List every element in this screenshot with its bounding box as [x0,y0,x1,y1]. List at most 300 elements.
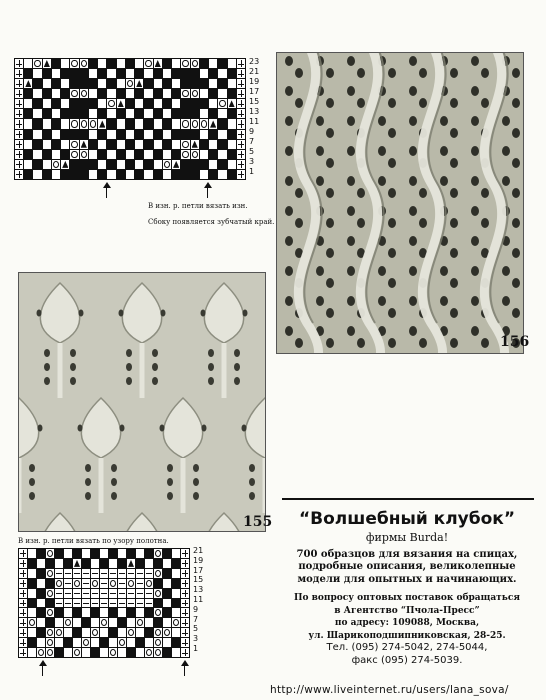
chart-cell [28,618,36,627]
chart-cell [109,549,117,558]
chart-cell [228,160,236,169]
chart-cell [100,589,108,598]
chart-cell [33,119,41,128]
chart-cell [172,99,180,108]
chart-cell [55,569,63,578]
chart-cell [64,628,72,637]
chart-cell [181,150,189,159]
chart-cell [172,170,180,179]
chart-cell [126,140,134,149]
chart-cell [100,648,108,657]
chart-cell [43,59,51,68]
chart-cell [228,150,236,159]
chart-cell [118,628,126,637]
chart-cell [107,140,115,149]
chart-cell [136,608,144,617]
row-number: 3 [193,634,199,644]
chart-cell [136,559,144,568]
chart-cell [144,79,152,88]
row-number: 11 [193,595,204,604]
chart-cell [33,59,41,68]
chart-cell [52,69,60,78]
chart-cell [145,589,153,598]
chart-cell [118,608,126,617]
chart-cell [118,599,126,608]
chart-cell [172,638,180,647]
chart-cell [46,628,54,637]
chart-cell [15,160,23,169]
row-number: 13 [249,107,260,116]
chart-cell [15,130,23,139]
chart-cell [89,99,97,108]
chart-cell [172,160,180,169]
chart-cell [80,89,88,98]
chart-cell [100,618,108,627]
chart-cell [135,79,143,88]
ad-description-line: 700 образцов для вязания на спицах, [296,548,518,560]
chart-cell [107,130,115,139]
chart-cell [154,608,162,617]
chart-cell [127,569,135,578]
chart-cell [136,579,144,588]
chart-cell [218,89,226,98]
chart-cell [191,160,199,169]
chart-cell [46,569,54,578]
chart-cell [154,150,162,159]
chart-cell [163,130,171,139]
chart-cell [136,549,144,558]
chart-cell [163,59,171,68]
chart-cell [89,130,97,139]
row-number: 15 [193,575,204,585]
chart-cell [191,140,199,149]
chart-cell [181,69,189,78]
chart-cell [218,99,226,108]
chart-cell [135,119,143,128]
chart-cell [98,119,106,128]
chart-cell [117,140,125,149]
chart-cell [172,130,180,139]
chart-cell [118,549,126,558]
chart-cell [209,99,217,108]
chart-cell [209,89,217,98]
chart-cell [64,569,72,578]
chart-cell [91,569,99,578]
chart-cell [117,79,125,88]
wavy-lace-pattern-image [277,53,523,353]
chart-cell [107,160,115,169]
chart-cell [37,559,45,568]
chart-cell [46,608,54,617]
chart-cell [107,119,115,128]
chart-cell [181,140,189,149]
chart-cell [136,638,144,647]
chart-cell [154,170,162,179]
chart-cell [64,579,72,588]
chart-cell [163,109,171,118]
chart-cell [144,109,152,118]
chart-cell [163,99,171,108]
chart-cell [228,109,236,118]
chart-cell [163,549,171,558]
chart-cell [61,59,69,68]
chart-cell [91,589,99,598]
chart-cell [28,579,36,588]
chart-cell [117,99,125,108]
chart-cell [117,150,125,159]
row-number: 11 [249,117,260,126]
chart-cell [80,150,88,159]
chart-cell [127,628,135,637]
chart-cell [80,99,88,108]
chart-cell [209,140,217,149]
chart-cell [228,99,236,108]
chart-cell [145,569,153,578]
chart-cell [127,608,135,617]
chart-cell [135,109,143,118]
chart-cell [43,99,51,108]
chart-cell [200,89,208,98]
chart-cell [172,79,180,88]
chart-cell [28,569,36,578]
chart-cell [89,140,97,149]
chart-cell [145,599,153,608]
chart-cell [15,170,23,179]
chart-cell [117,89,125,98]
chart-cell [15,89,23,98]
chart-cell [218,109,226,118]
chart-cell [172,569,180,578]
chart-155-row-numbers [193,546,207,658]
chart-cell [107,99,115,108]
chart-cell [98,160,106,169]
chart-cell [61,160,69,169]
chart-cell [172,150,180,159]
knit-sample-photo-155 [18,272,266,532]
chart-cell [200,140,208,149]
chart-cell [126,109,134,118]
book-advertisement [282,500,532,667]
chart-cell [15,140,23,149]
chart-cell [163,569,171,578]
chart-cell [135,170,143,179]
chart-cell [109,599,117,608]
chart-cell [37,589,45,598]
chart-cell [237,89,245,98]
chart-cell [118,579,126,588]
chart-cell [228,140,236,149]
chart-cell [145,648,153,657]
chart-cell [200,109,208,118]
chart-cell [80,69,88,78]
chart-cell [237,130,245,139]
chart-cell [43,119,51,128]
watermark-url: http://www.liveinternet.ru/users/lana_sova/ [270,684,509,696]
chart-cell [28,589,36,598]
chart-cell [135,150,143,159]
chart-cell [144,150,152,159]
chart-cell [117,160,125,169]
chart-cell [73,638,81,647]
ad-contact-line: ул. Шарикоподшипниковская, 28-25. [308,630,506,641]
chart-cell [154,109,162,118]
caption-line: В изн. р. петли вязать изн. [148,202,248,210]
chart-cell [118,569,126,578]
chart-cell [209,170,217,179]
chart-cell [218,150,226,159]
chart-cell [33,140,41,149]
chart-cell [163,638,171,647]
arrow-up-icon [180,660,190,676]
chart-cell [118,638,126,647]
chart-cell [218,69,226,78]
chart-cell [82,648,90,657]
chart-cell [126,130,134,139]
chart-cell [200,160,208,169]
caption-line: Сбоку появляется зубчатый край. [148,218,275,226]
chart-cell [154,628,162,637]
chart-cell [61,89,69,98]
chart-cell [163,160,171,169]
chart-cell [73,579,81,588]
chart-cell [109,618,117,627]
chart-cell [127,559,135,568]
chart-cell [37,579,45,588]
knitting-chart-155 [18,548,190,658]
chart-cell [135,59,143,68]
chart-cell [37,648,45,657]
chart-cell [52,79,60,88]
chart-cell [135,69,143,78]
chart-cell [61,99,69,108]
chart-cell [64,599,72,608]
chart-cell [172,599,180,608]
chart-cell [118,559,126,568]
chart-cell [43,69,51,78]
chart-cell [98,59,106,68]
chart-cell [98,109,106,118]
chart-cell [80,109,88,118]
row-number: 5 [193,624,199,634]
chart-cell [55,618,63,627]
chart-cell [80,130,88,139]
chart-cell [19,569,27,578]
chart-cell [33,130,41,139]
chart-cell [46,638,54,647]
chart-cell [15,119,23,128]
chart-cell [80,59,88,68]
chart-cell [135,130,143,139]
chart-cell [218,160,226,169]
chart-cell [28,599,36,608]
chart-cell [191,59,199,68]
chart-cell [73,618,81,627]
chart-cell [52,109,60,118]
chart-cell [200,79,208,88]
chart-cell [15,79,23,88]
chart-cell [237,160,245,169]
ad-contact-line: по адресу: 109088, Москва, [334,618,480,628]
chart-cell [64,648,72,657]
chart-cell [237,59,245,68]
chart-cell [98,150,106,159]
chart-cell [209,130,217,139]
chart-cell [228,89,236,98]
chart-cell [145,579,153,588]
chart-cell [126,119,134,128]
chart-cell [100,608,108,617]
row-number: 7 [249,137,255,146]
chart-cell [127,579,135,588]
chart-cell [181,99,189,108]
chart-cell [33,89,41,98]
chart-cell [154,79,162,88]
chart-cell [218,130,226,139]
chart-cell [127,648,135,657]
chart-cell [109,638,117,647]
chart-cell [64,608,72,617]
knitting-chart-156 [14,58,246,180]
chart-cell [43,130,51,139]
chart-cell [237,119,245,128]
chart-cell [70,140,78,149]
ad-description-line: модели для опытных и начинающих. [297,573,517,585]
chart-cell [15,69,23,78]
chart-cell [100,638,108,647]
chart-cell [19,579,27,588]
chart-cell [237,140,245,149]
ad-fax: факс (095) 274-5039. [351,654,463,666]
chart-cell [181,638,189,647]
chart-cell [61,170,69,179]
chart-cell [15,109,23,118]
chart-cell [181,119,189,128]
chart-cell [55,599,63,608]
chart-cell [33,109,41,118]
chart-cell [70,170,78,179]
chart-cell [172,59,180,68]
chart-cell [46,648,54,657]
row-number: 7 [193,614,199,624]
chart-cell [37,569,45,578]
chart-cell [64,638,72,647]
chart-cell [117,59,125,68]
chart-cell [145,638,153,647]
chart-cell [52,59,60,68]
chart-cell [117,119,125,128]
chart-cell [135,99,143,108]
chart-cell [89,160,97,169]
chart-cell [107,89,115,98]
chart-cell [43,160,51,169]
chart-cell [191,170,199,179]
chart-cell [55,648,63,657]
chart-cell [24,140,32,149]
chart-cell [109,579,117,588]
chart-cell [145,559,153,568]
chart-cell [191,79,199,88]
chart-cell [61,140,69,149]
chart-cell [126,170,134,179]
chart-cell [181,599,189,608]
chart-cell [70,150,78,159]
chart-cell [163,599,171,608]
chart-cell [228,59,236,68]
chart-cell [107,170,115,179]
chart-cell [154,140,162,149]
chart-cell [107,69,115,78]
chart-cell [135,160,143,169]
row-number: 15 [249,97,260,106]
chart-cell [46,579,54,588]
chart-cell [172,559,180,568]
chart-cell [55,608,63,617]
chart-cell [127,638,135,647]
chart-cell [145,628,153,637]
chart-cell [237,150,245,159]
chart-cell [19,628,27,637]
row-number: 3 [249,157,255,166]
chart-cell [24,79,32,88]
chart-cell [89,89,97,98]
chart-cell [126,89,134,98]
chart-cell [43,109,51,118]
chart-cell [181,618,189,627]
chart-cell [37,599,45,608]
chart-cell [191,89,199,98]
chart-cell [237,109,245,118]
chart-cell [135,140,143,149]
chart-cell [209,59,217,68]
chart-cell [154,569,162,578]
chart-cell [61,119,69,128]
chart-cell [181,79,189,88]
chart-cell [154,559,162,568]
chart-cell [127,589,135,598]
row-number: 23 [249,57,260,66]
chart-cell [154,599,162,608]
chart-cell [144,140,152,149]
chart-cell [100,579,108,588]
chart-155-caption: В изн. р. петли вязать по узору полотна. [18,537,169,545]
chart-cell [163,150,171,159]
chart-cell [144,160,152,169]
chart-cell [24,109,32,118]
chart-cell [91,559,99,568]
chart-cell [126,79,134,88]
chart-cell [89,69,97,78]
chart-cell [200,170,208,179]
chart-cell [144,119,152,128]
chart-cell [191,109,199,118]
chart-cell [191,69,199,78]
chart-cell [181,559,189,568]
row-number: 17 [249,87,260,96]
chart-cell [82,589,90,598]
chart-cell [117,109,125,118]
chart-cell [19,648,27,657]
chart-cell [181,589,189,598]
chart-cell [126,150,134,159]
chart-cell [181,648,189,657]
chart-cell [237,170,245,179]
chart-cell [172,589,180,598]
ad-contact-line: в Агентство “Пчола-Пресс” [334,605,480,616]
chart-cell [200,99,208,108]
chart-cell [136,569,144,578]
chart-cell [181,160,189,169]
row-number: 19 [249,77,260,86]
